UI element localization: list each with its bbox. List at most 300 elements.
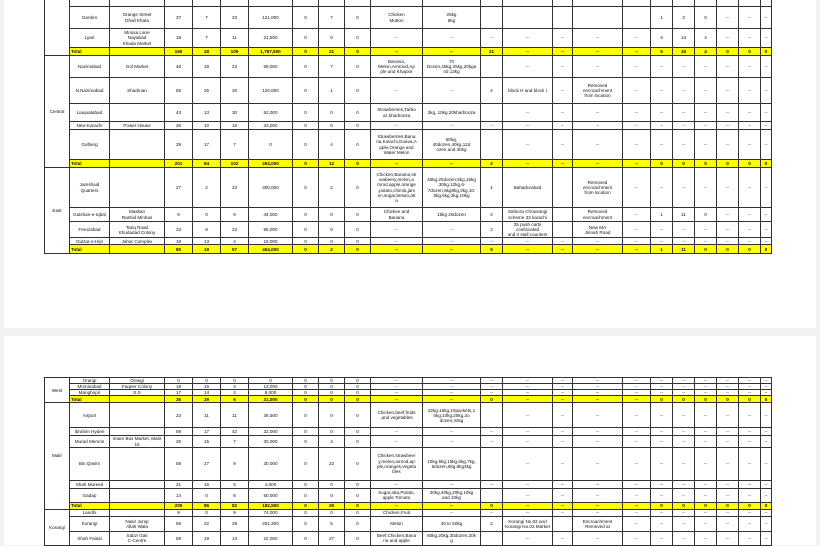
value-cell: 109: [221, 48, 249, 56]
market-cell: Power House: [110, 122, 165, 130]
value-cell: 80: [165, 245, 193, 254]
value-cell: 25kg 5kg: [423, 7, 481, 29]
value-cell: 0: [293, 245, 319, 254]
value-cell: --: [695, 403, 717, 428]
value-cell: 11: [673, 208, 695, 222]
value-cell: 0: [345, 531, 371, 545]
value-cell: 0: [319, 390, 345, 396]
value-cell: 13: [221, 531, 249, 545]
value-cell: 9: [165, 509, 193, 516]
market-cell: [110, 130, 165, 160]
value-cell: --: [695, 104, 717, 122]
value-cell: --: [573, 160, 623, 168]
value-cell: --: [761, 480, 772, 488]
value-cell: 18: [165, 384, 193, 390]
value-cell: --: [623, 130, 651, 160]
value-cell: --: [695, 122, 717, 130]
value-cell: [503, 7, 553, 29]
value-cell: 0: [761, 502, 772, 509]
value-cell: 0: [761, 48, 772, 56]
value-cell: 4: [651, 29, 673, 48]
market-cell: Imam Bux Market, Malir 15: [110, 436, 165, 447]
value-cell: 0: [319, 488, 345, 502]
market-cell: [110, 245, 165, 254]
value-cell: 0: [739, 245, 761, 254]
value-cell: --: [573, 447, 623, 480]
value-cell: 200: [165, 502, 193, 509]
value-cell: --: [553, 104, 573, 122]
value-cell: 30,000: [249, 447, 293, 480]
value-cell: --: [503, 29, 553, 48]
locality-cell: Landhi: [70, 509, 110, 516]
value-cell: 21: [481, 48, 503, 56]
value-cell: --: [573, 378, 623, 384]
value-cell: --: [371, 48, 423, 56]
value-cell: 21: [165, 480, 193, 488]
value-cell: --: [503, 104, 553, 122]
district-cell: East: [45, 168, 70, 254]
total-row: [45, 502, 772, 509]
value-cell: [553, 7, 573, 29]
value-cell: 0: [249, 378, 293, 384]
value-cell: 13: [673, 29, 695, 48]
value-cell: --: [761, 29, 772, 48]
value-cell: 59,000: [249, 56, 293, 78]
value-cell: 0: [293, 238, 319, 245]
value-cell: 0: [345, 428, 371, 436]
value-cell: Chicken Mutton: [371, 7, 423, 29]
value-cell: --: [623, 428, 651, 436]
value-cell: 86: [193, 502, 221, 509]
total-row: [45, 245, 772, 254]
value-cell: 0: [345, 480, 371, 488]
value-cell: 2: [481, 208, 503, 222]
value-cell: 7: [319, 56, 345, 78]
value-cell: 0: [293, 208, 319, 222]
market-cell: [110, 168, 165, 208]
value-cell: 0: [319, 403, 345, 428]
value-cell: --: [553, 245, 573, 254]
value-cell: --: [739, 488, 761, 502]
value-cell: 26: [193, 78, 221, 104]
value-cell: --: [717, 378, 739, 384]
market-cell: [110, 509, 165, 516]
value-cell: 0: [761, 396, 772, 403]
value-cell: --: [761, 531, 772, 545]
value-cell: 82: [221, 502, 249, 509]
value-cell: --: [371, 238, 423, 245]
market-cell: [110, 104, 165, 122]
value-cell: 0: [345, 396, 371, 403]
value-cell: --: [503, 447, 553, 480]
value-cell: --: [553, 396, 573, 403]
value-cell: 0: [761, 160, 772, 168]
value-cell: --: [717, 531, 739, 545]
value-cell: [481, 7, 503, 29]
value-cell: 0: [293, 29, 319, 48]
value-cell: 0: [293, 480, 319, 488]
value-cell: 23: [221, 168, 249, 208]
value-cell: --: [651, 509, 673, 516]
value-cell: 7: [221, 436, 249, 447]
value-cell: --: [673, 378, 695, 384]
value-cell: 2: [319, 168, 345, 208]
value-cell: 26: [165, 122, 193, 130]
locality-cell: Total: [70, 502, 110, 509]
value-cell: --: [573, 29, 623, 48]
value-cell: 0: [319, 384, 345, 390]
market-cell: Tariq Road Khudadad Colony: [110, 222, 165, 238]
market-cell: [110, 403, 165, 428]
value-cell: --: [717, 29, 739, 48]
locality-cell: Orangi: [70, 378, 110, 384]
value-cell: 5: [221, 480, 249, 488]
value-cell: 9: [193, 222, 221, 238]
value-cell: --: [371, 502, 423, 509]
value-cell: --: [673, 480, 695, 488]
value-cell: New MA Jinnah Road: [573, 222, 623, 238]
value-cell: 0: [293, 168, 319, 208]
value-cell: --: [651, 238, 673, 245]
value-cell: --: [739, 436, 761, 447]
value-cell: --: [761, 384, 772, 390]
value-cell: 0: [739, 160, 761, 168]
value-cell: --: [553, 447, 573, 480]
value-cell: --: [739, 208, 761, 222]
value-cell: 0: [293, 7, 319, 29]
value-cell: 37: [165, 7, 193, 29]
value-cell: 0: [293, 48, 319, 56]
value-cell: --: [695, 238, 717, 245]
value-cell: 0: [345, 122, 371, 130]
value-cell: 18: [165, 238, 193, 245]
value-cell: 57: [221, 245, 249, 254]
value-cell: 102: [221, 160, 249, 168]
value-cell: --: [423, 480, 481, 488]
value-cell: 0: [345, 502, 371, 509]
value-cell: 0: [193, 488, 221, 502]
value-cell: --: [673, 130, 695, 160]
value-cell: --: [553, 480, 573, 488]
value-cell: --: [717, 428, 739, 436]
value-cell: --: [695, 480, 717, 488]
value-cell: --: [623, 531, 651, 545]
value-cell: 120,000: [249, 78, 293, 104]
value-cell: --: [623, 56, 651, 78]
value-cell: 58: [165, 447, 193, 480]
locality-cell: Ibrahim Hyderi: [70, 428, 110, 436]
value-cell: 5: [481, 245, 503, 254]
value-cell: 1,787,500: [249, 48, 293, 56]
value-cell: 0: [695, 396, 717, 403]
value-cell: --: [651, 56, 673, 78]
value-cell: --: [623, 378, 651, 384]
table-row: [45, 428, 772, 436]
value-cell: 160: [165, 48, 193, 56]
value-cell: 16: [221, 122, 249, 130]
value-cell: --: [553, 122, 573, 130]
value-cell: 121,000: [249, 7, 293, 29]
value-cell: --: [717, 447, 739, 480]
market-cell: Shadman: [110, 78, 165, 104]
value-cell: 30: [221, 104, 249, 122]
value-cell: [481, 403, 503, 428]
value-cell: --: [371, 378, 423, 384]
value-cell: --: [651, 428, 673, 436]
value-cell: 0: [345, 384, 371, 390]
value-cell: --: [503, 160, 553, 168]
value-cell: --: [761, 428, 772, 436]
value-cell: --: [371, 122, 423, 130]
value-cell: 28: [193, 48, 221, 56]
value-cell: --: [573, 384, 623, 390]
locality-cell: Gulberg: [70, 130, 110, 160]
locality-cell: Total: [70, 160, 110, 168]
value-cell: --: [553, 130, 573, 160]
value-cell: --: [371, 78, 423, 104]
value-cell: 0: [345, 238, 371, 245]
table-row: [45, 208, 772, 222]
report-table-page-2: [44, 377, 772, 546]
value-cell: 42: [221, 428, 249, 436]
value-cell: 5: [651, 48, 673, 56]
table-row: [45, 403, 772, 428]
value-cell: 7: [193, 7, 221, 29]
market-cell: Moosa Lane Nayabad Khada Market: [110, 29, 165, 48]
total-row: [45, 48, 772, 56]
value-cell: --: [553, 531, 573, 545]
value-cell: 1: [651, 7, 673, 29]
value-cell: [623, 7, 651, 29]
value-cell: 0: [345, 222, 371, 238]
value-cell: 36,500: [249, 403, 293, 428]
value-cell: Sugar,atta,Potato, apple Tomato: [371, 488, 423, 502]
value-cell: 0: [345, 516, 371, 531]
value-cell: [553, 168, 573, 208]
value-cell: --: [423, 160, 481, 168]
market-cell: [110, 428, 165, 436]
value-cell: --: [695, 130, 717, 160]
locality-cell: Shah Mureed: [70, 480, 110, 488]
value-cell: --: [695, 390, 717, 396]
value-cell: --: [761, 78, 772, 104]
value-cell: 15: [193, 384, 221, 390]
value-cell: --: [623, 104, 651, 122]
value-cell: --: [673, 222, 695, 238]
value-cell: 0: [293, 403, 319, 428]
value-cell: --: [651, 130, 673, 160]
value-cell: --: [503, 531, 553, 545]
value-cell: --: [481, 390, 503, 396]
value-cell: --: [695, 488, 717, 502]
value-cell: 0: [165, 378, 193, 384]
market-cell: Faqeer Colony: [110, 384, 165, 390]
value-cell: --: [651, 222, 673, 238]
value-cell: Encroachment Removed at: [573, 516, 623, 531]
value-cell: 0: [193, 378, 221, 384]
value-cell: [553, 516, 573, 531]
value-cell: --: [761, 390, 772, 396]
market-cell: [110, 447, 165, 480]
value-cell: --: [623, 390, 651, 396]
value-cell: --: [651, 488, 673, 502]
district-cell: Central: [45, 56, 70, 168]
value-cell: --: [503, 384, 553, 390]
value-cell: 29: [221, 516, 249, 531]
value-cell: 26: [165, 436, 193, 447]
value-cell: --: [761, 104, 772, 122]
locality-cell: Gulzar-e-Hijri: [70, 238, 110, 245]
value-cell: 0: [319, 222, 345, 238]
value-cell: 16: [193, 480, 221, 488]
report-table-page-1: [44, 0, 772, 254]
value-cell: Chicken,strawbeer y,melon,amrod,ap ple,oranges,vegeta bles: [371, 447, 423, 480]
table-row: [45, 447, 772, 480]
value-cell: --: [695, 222, 717, 238]
value-cell: 84: [193, 160, 221, 168]
value-cell: 33,000: [249, 122, 293, 130]
value-cell: Safoora Chowrangi scheme 33 karachi: [503, 208, 553, 222]
value-cell: [573, 7, 623, 29]
value-cell: 0: [193, 208, 221, 222]
value-cell: 0: [717, 160, 739, 168]
value-cell: --: [717, 168, 739, 208]
value-cell: 50kg, 40dozen,40kg,12d ozen and 30kg: [423, 130, 481, 160]
value-cell: 0: [249, 130, 293, 160]
value-cell: --: [573, 436, 623, 447]
value-cell: --: [623, 245, 651, 254]
value-cell: --: [623, 160, 651, 168]
value-cell: 3: [221, 390, 249, 396]
value-cell: --: [623, 480, 651, 488]
value-cell: --: [623, 29, 651, 48]
value-cell: 0: [293, 531, 319, 545]
value-cell: --: [623, 238, 651, 245]
value-cell: Removed encroachment: [573, 208, 623, 222]
value-cell: 22: [319, 447, 345, 480]
value-cell: --: [423, 238, 481, 245]
value-cell: --: [553, 488, 573, 502]
value-cell: --: [573, 390, 623, 396]
value-cell: --: [573, 502, 623, 509]
value-cell: 1: [481, 168, 503, 208]
value-cell: --: [695, 168, 717, 208]
value-cell: 0: [673, 502, 695, 509]
value-cell: --: [717, 130, 739, 160]
value-cell: 0: [673, 160, 695, 168]
value-cell: --: [739, 378, 761, 384]
value-cell: --: [423, 29, 481, 48]
table-row: [45, 222, 772, 238]
value-cell: --: [423, 396, 481, 403]
value-cell: --: [423, 122, 481, 130]
value-cell: --: [553, 436, 573, 447]
value-cell: --: [573, 428, 623, 436]
value-cell: --: [423, 436, 481, 447]
value-cell: --: [717, 78, 739, 104]
value-cell: --: [553, 509, 573, 516]
value-cell: 52,000: [249, 104, 293, 122]
value-cell: [553, 208, 573, 222]
value-cell: 32,000: [249, 428, 293, 436]
value-cell: --: [739, 104, 761, 122]
value-cell: 15,000: [249, 238, 293, 245]
value-cell: 59: [165, 428, 193, 436]
locality-cell: Jamshaid Quarters: [70, 168, 110, 208]
value-cell: 0: [293, 502, 319, 509]
value-cell: 0: [319, 480, 345, 488]
value-cell: --: [503, 488, 553, 502]
value-cell: --: [673, 78, 695, 104]
value-cell: 0: [345, 78, 371, 104]
value-cell: --: [673, 384, 695, 390]
value-cell: --: [695, 509, 717, 516]
table-row: [45, 509, 772, 516]
value-cell: --: [651, 122, 673, 130]
value-cell: 16: [673, 48, 695, 56]
value-cell: 30kg,40kg,20kg,10kg and 10kg: [423, 488, 481, 502]
value-cell: 0: [717, 48, 739, 56]
value-cell: 0: [345, 168, 371, 208]
value-cell: 201: [165, 160, 193, 168]
value-cell: 21,500: [249, 29, 293, 48]
value-cell: [481, 104, 503, 122]
value-cell: --: [761, 168, 772, 208]
value-cell: 0: [481, 396, 503, 403]
value-cell: --: [423, 222, 481, 238]
value-cell: --: [623, 396, 651, 403]
value-cell: --: [553, 502, 573, 509]
value-cell: --: [481, 480, 503, 488]
value-cell: 0: [345, 488, 371, 502]
value-cell: 22: [193, 516, 221, 531]
value-cell: --: [503, 130, 553, 160]
market-cell: Gol Market: [110, 56, 165, 78]
value-cell: --: [717, 7, 739, 29]
value-cell: --: [371, 390, 423, 396]
value-cell: 0: [293, 509, 319, 516]
value-cell: --: [481, 384, 503, 390]
table-row: [45, 104, 772, 122]
market-cell: Nasir Jump Allah Wala: [110, 516, 165, 531]
value-cell: --: [503, 428, 553, 436]
value-cell: --: [371, 29, 423, 48]
value-cell: --: [481, 378, 503, 384]
value-cell: 0: [717, 396, 739, 403]
value-cell: --: [553, 78, 573, 104]
value-cell: --: [573, 531, 623, 545]
value-cell: 0: [345, 160, 371, 168]
value-cell: 74,000: [249, 509, 293, 516]
value-cell: --: [503, 245, 553, 254]
value-cell: 7: [221, 130, 249, 160]
value-cell: --: [573, 396, 623, 403]
locality-cell: Mominabad: [70, 384, 110, 390]
value-cell: --: [695, 531, 717, 545]
market-cell: [110, 488, 165, 502]
value-cell: --: [673, 516, 695, 531]
value-cell: 0: [345, 56, 371, 78]
value-cell: --: [651, 384, 673, 390]
value-cell: 19: [193, 245, 221, 254]
value-cell: --: [651, 390, 673, 396]
value-cell: 60kg,20kg,30dozen,20k g: [423, 531, 481, 545]
value-cell: --: [623, 168, 651, 208]
value-cell: 22: [165, 403, 193, 428]
table-row: [45, 78, 772, 104]
value-cell: --: [695, 447, 717, 480]
value-cell: --: [739, 428, 761, 436]
